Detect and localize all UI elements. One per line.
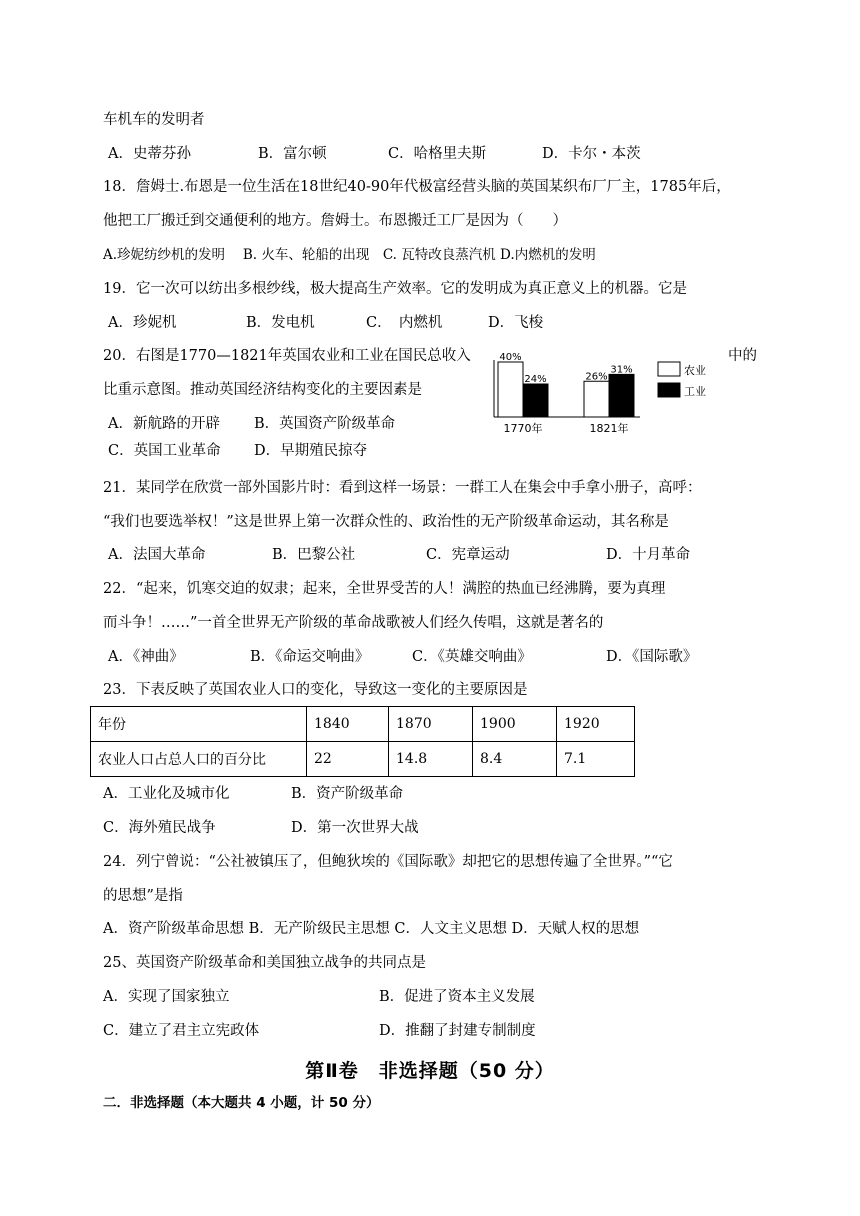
q22-stem-line1: 22．“起来，饥寒交迫的奴隶；起来，全世界受苦的人！满腔的热血已经沸腾，要为真理 (103, 581, 666, 597)
chart-bar-工业-1770年 (523, 384, 548, 417)
q17-stem-tail: 车机车的发明者 (103, 112, 205, 128)
q24-options: A．资产阶级革命思想 B．无产阶级民主思想 C．人文主义思想 D．天赋人权的思想 (103, 921, 640, 937)
table-row (91, 707, 635, 742)
q19-stem: 19．它一次可以纺出多根纱线，极大提高生产效率。它的发明成为真正意义上的机器。它是 (103, 281, 687, 297)
chart-bar-农业-1821年 (584, 381, 609, 417)
q21-option-d: D．十月革命 (606, 547, 691, 563)
chart-value-label: 26% (585, 371, 608, 383)
section-subtitle: 二．非选择题（本大题共 4 小题，计 50 分） (103, 1095, 380, 1111)
q20-option-b: B．英国资产阶级革命 (254, 416, 396, 432)
q21-option-b: B．巴黎公社 (272, 547, 356, 563)
q19-option-c: C． 内燃机 (366, 315, 443, 331)
q20-stem-line2: 比重示意图。推动英国经济结构变化的主要因素是 (103, 382, 422, 398)
legend-swatch-工业 (658, 383, 680, 397)
legend-label: 农业 (684, 364, 706, 377)
q25-option-b: B．促进了资本主义发展 (379, 989, 535, 1005)
q20-stem-line1-end: 中的 (728, 348, 757, 364)
chart-value-label: 40% (499, 352, 522, 363)
chart-value-label: 24% (524, 374, 547, 385)
q19-option-a: A．珍妮机 (108, 315, 177, 331)
q22-option-b: B．《命运交响曲》 (250, 649, 370, 665)
table-header-cell: 1900 (473, 707, 557, 742)
q23-population-table (90, 706, 635, 777)
table-header-cell: 1870 (389, 707, 473, 742)
q20-stem-line1: 20．右图是1770—1821年英国农业和工业在国民总收入 (103, 348, 471, 364)
q20-option-a: A．新航路的开辟 (108, 416, 220, 432)
table-cell: 农业人口占总人口的百分比 (91, 742, 307, 777)
table-cell: 14.8 (389, 742, 473, 777)
q17-option-d: D．卡尔・本茨 (542, 146, 641, 162)
q23-option-c: C．海外殖民战争 (103, 820, 216, 836)
chart-category-label: 1821年 (589, 422, 629, 435)
q23-stem: 23．下表反映了英国农业人口的变化，导致这一变化的主要原因是 (103, 682, 528, 698)
table-header-cell: 1920 (557, 707, 635, 742)
q18-options: A.珍妮纺纱机的发明 B. 火车、轮船的出现 C. 瓦特改良蒸汽机 D.内燃机的发明 (103, 247, 596, 263)
table-header-cell: 1840 (307, 707, 389, 742)
q17-option-b: B．富尔顿 (258, 146, 327, 162)
q20-option-d: D．早期殖民掠夺 (254, 443, 368, 459)
q21-option-a: A．法国大革命 (108, 547, 206, 563)
q25-option-d: D．推翻了封建专制制度 (379, 1023, 536, 1039)
q17-option-c: C．哈格里夫斯 (388, 146, 487, 162)
q25-stem: 25、英国资产阶级革命和美国独立战争的共同点是 (103, 955, 426, 971)
chart-bar-农业-1770年 (498, 362, 523, 417)
q25-option-a: A．实现了国家独立 (103, 989, 230, 1005)
table-header-cell: 年份 (91, 707, 307, 742)
q25-option-c: C．建立了君主立宪政体 (103, 1023, 260, 1039)
table-cell: 22 (307, 742, 389, 777)
chart-category-label: 1770年 (503, 422, 543, 435)
legend-swatch-农业 (658, 362, 680, 376)
q22-option-a: A．《神曲》 (108, 649, 184, 665)
q21-stem-line1: 21．某同学在欣赏一部外国影片时：看到这样一场景：一群工人在集会中手拿小册子，高呼： (103, 480, 702, 496)
q18-stem-line2: 他把工厂搬迁到交通便利的地方。詹姆士。布恩搬迁工厂是因为（ ） (103, 213, 567, 229)
q24-stem-line1: 24．列宁曾说：“公社被镇压了，但鲍狄埃的《国际歌》却把它的思想传遍了全世界。”“它 (103, 854, 673, 870)
q20-bar-chart (486, 346, 726, 438)
table-cell: 7.1 (557, 742, 635, 777)
q23-option-a: A．工业化及城市化 (103, 786, 230, 802)
chart-value-label: 31% (610, 364, 633, 376)
q22-option-c: C．《英雄交响曲》 (412, 649, 532, 665)
q22-stem-line2: 而斗争！……”一首全世界无产阶级的革命战歌被人们经久传唱，这就是著名的 (103, 615, 604, 631)
table-row (91, 742, 635, 777)
table-cell: 8.4 (473, 742, 557, 777)
section-title: 第Ⅱ卷 非选择题（50 分） (305, 1060, 555, 1082)
q19-option-d: D．飞梭 (488, 315, 544, 331)
q17-option-a: A．史蒂芬孙 (108, 146, 191, 162)
q22-option-d: D．《国际歌》 (606, 649, 698, 665)
q23-option-b: B．资产阶级革命 (291, 786, 404, 802)
q20-option-c: C．英国工业革命 (108, 443, 221, 459)
q21-option-c: C．宪章运动 (426, 547, 510, 563)
q23-option-d: D．第一次世界大战 (291, 820, 419, 836)
q21-stem-line2: “我们也要选举权！”这是世界上第一次群众性的、政治性的无产阶级革命运动，其名称是 (103, 514, 669, 530)
q24-stem-line2: 的思想”是指 (103, 888, 183, 904)
legend-label: 工业 (684, 385, 706, 398)
q19-option-b: B．发电机 (246, 315, 315, 331)
chart-bar-工业-1821年 (609, 374, 634, 417)
q18-stem-line1: 18．詹姆士.布恩是一位生活在18世纪40-90年代极富经营头脑的英国某织布厂厂主，1785年后， (103, 179, 731, 195)
